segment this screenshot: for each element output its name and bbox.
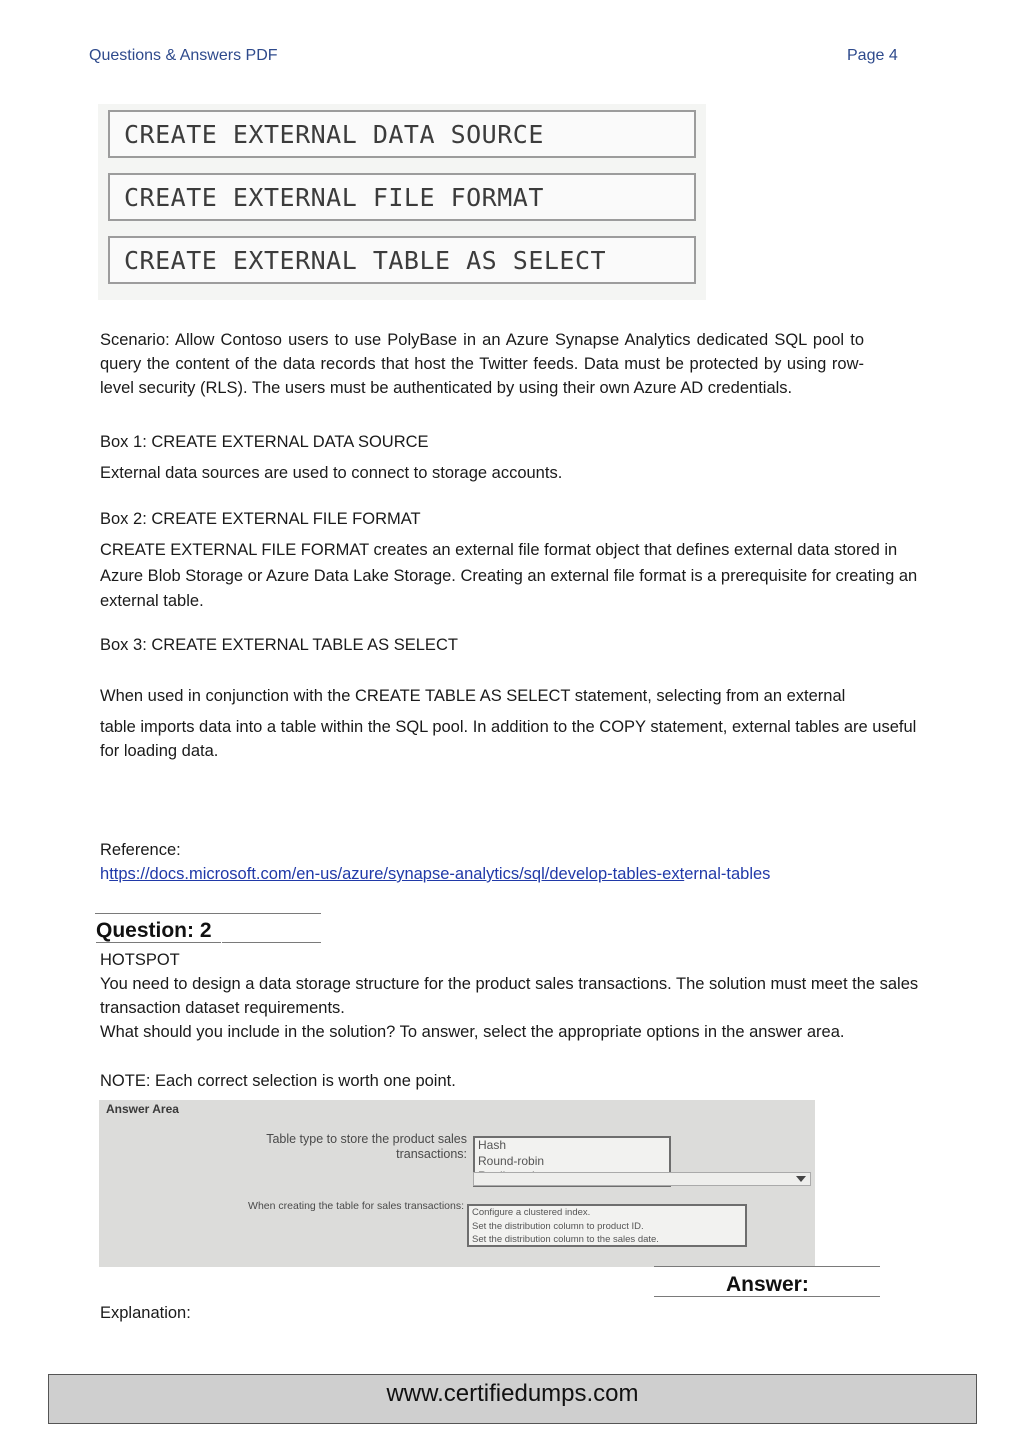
option-hash[interactable]: Hash bbox=[478, 1138, 507, 1152]
box3-title: Box 3: CREATE EXTERNAL TABLE AS SELECT bbox=[100, 636, 458, 654]
sql-box-table-as-select: CREATE EXTERNAL TABLE AS SELECT bbox=[108, 236, 696, 284]
q2-label: When creating the table for sales transactions: bbox=[248, 1200, 464, 1212]
sql-box-file-format: CREATE EXTERNAL FILE FORMAT bbox=[108, 173, 696, 221]
q1-dropdown[interactable] bbox=[473, 1172, 811, 1186]
box3-text-rest: table imports data into a table within the SQL pool. In addition to the COPY statement, external tables are useful for loading data. bbox=[100, 718, 917, 760]
question-prompt: What should you include in the solution? To answer, select the appropriate options in the answer area. bbox=[100, 1023, 845, 1041]
q1-label-line1: Table type to store the product sales bbox=[266, 1132, 467, 1146]
option-distribution-sales-date[interactable]: Set the distribution column to the sales date. bbox=[472, 1234, 659, 1245]
reference-label: Reference: bbox=[100, 841, 181, 859]
q2-options-list[interactable] bbox=[467, 1204, 747, 1247]
footer-url[interactable]: www.certifiedumps.com bbox=[386, 1380, 639, 1407]
q1-label bbox=[199, 1132, 467, 1162]
reference-url: ttps://docs.microsoft.com/en-us/azure/synapse-analytics/sql/develop-tables-ext bbox=[109, 865, 685, 883]
answer-area-title: Answer Area bbox=[106, 1102, 179, 1116]
explanation-label: Explanation: bbox=[100, 1304, 191, 1322]
question-note: NOTE: Each correct selection is worth one point. bbox=[100, 1072, 456, 1090]
sql-statements-image bbox=[98, 104, 706, 300]
answer-area-image bbox=[99, 1100, 815, 1267]
box3-text-line1: When used in conjunction with the CREATE TABLE AS SELECT statement, selecting from an external bbox=[100, 687, 846, 705]
reference-link[interactable] bbox=[100, 862, 770, 886]
question-divider-top bbox=[95, 913, 321, 914]
question-type: HOTSPOT bbox=[100, 951, 180, 969]
option-distribution-product-id[interactable]: Set the distribution column to product ID. bbox=[472, 1220, 644, 1232]
reference-suffix: ernal-tables bbox=[684, 865, 771, 883]
box2-text: CREATE EXTERNAL FILE FORMAT creates an external file format object that defines external data stored in Azure Blob Storage or Azure Data Lake Storage. Creating an external file format is a prerequisite for creating an external table. bbox=[100, 541, 918, 610]
question-divider-bottom bbox=[222, 942, 321, 943]
answer-label: Answer: bbox=[726, 1273, 809, 1296]
question-underline bbox=[96, 942, 221, 943]
footer-bar bbox=[48, 1374, 977, 1424]
answer-divider-bottom bbox=[654, 1296, 880, 1297]
option-clustered-index[interactable]: Configure a clustered index. bbox=[472, 1207, 591, 1218]
page-number: Page 4 bbox=[847, 47, 898, 64]
option-round-robin[interactable]: Round-robin bbox=[478, 1153, 545, 1168]
box1-title: Box 1: CREATE EXTERNAL DATA SOURCE bbox=[100, 433, 429, 451]
reference-prefix: h bbox=[100, 865, 110, 883]
chevron-down-icon bbox=[796, 1176, 806, 1182]
q1-label-line2: transactions: bbox=[396, 1147, 467, 1161]
header-title: Questions & Answers PDF bbox=[89, 47, 278, 64]
question-title: Question: 2 bbox=[96, 919, 212, 942]
answer-divider-top bbox=[654, 1266, 880, 1267]
scenario-text: Scenario: Allow Contoso users to use PolyBase in an Azure Synapse Analytics dedicated SQL pool to query the content of the data records that host the Twitter feeds. Data must be protected by using row-level security (RLS). The users must be authenticated by using their own Azure AD credentials. bbox=[100, 331, 864, 397]
question-text: You need to design a data storage structure for the product sales transactions. The solution must meet the sales transaction dataset requirements. bbox=[100, 975, 919, 1017]
sql-box-data-source: CREATE EXTERNAL DATA SOURCE bbox=[108, 110, 696, 158]
box1-text: External data sources are used to connect to storage accounts. bbox=[100, 464, 563, 482]
box2-title: Box 2: CREATE EXTERNAL FILE FORMAT bbox=[100, 510, 421, 528]
